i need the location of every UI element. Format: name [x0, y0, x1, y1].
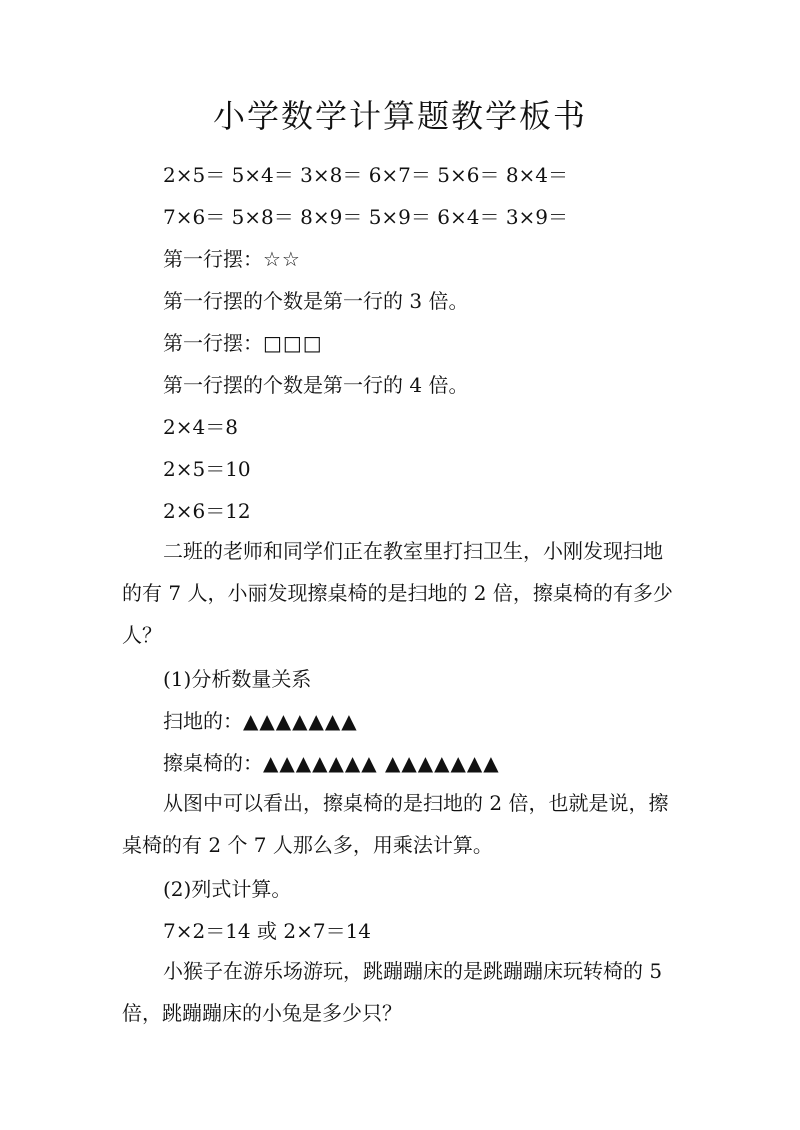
wipe-label: 擦桌椅的： [163, 751, 263, 775]
times-three-text: 第一行摆的个数是第一行的 3 倍。 [163, 289, 469, 313]
word-problem-1: 二班的老师和同学们正在教室里打扫卫生，小刚发现扫地的有 7 人，小丽发现擦桌椅的是扫地的 2 倍，擦桌椅的有多少人？ [122, 539, 673, 647]
equation-a: 2×4＝8 [163, 415, 238, 439]
triangle-shapes-sweep: ▲▲▲▲▲▲▲ [243, 709, 358, 733]
answer-equation: 7×2＝14 或 2×7＝14 [163, 919, 372, 943]
star-shapes: ☆☆ [263, 247, 301, 271]
wipe-row [163, 749, 500, 777]
step-2-heading: (2)列式计算。 [163, 877, 292, 901]
equation-row-1: 2×5＝ 5×4＝ 3×8＝ 6×7＝ 5×6＝ 8×4＝ [163, 163, 569, 187]
explanation-text: 从图中可以看出，擦桌椅的是扫地的 2 倍，也就是说，擦桌椅的有 2 个 7 人那么多，用乘法计算。 [122, 791, 669, 857]
triangle-shapes-wipe: ▲▲▲▲▲▲▲ ▲▲▲▲▲▲▲ [263, 751, 500, 775]
word-problem-2: 小猴子在游乐场游玩，跳蹦蹦床的是跳蹦蹦床玩转椅的 5 倍，跳蹦蹦床的小兔是多少只？ [122, 959, 663, 1025]
sweep-row [163, 707, 358, 735]
sweep-label: 扫地的： [163, 709, 243, 733]
row-stars-label: 第一行摆： [163, 247, 263, 271]
step-1-heading: (1)分析数量关系 [163, 667, 312, 691]
times-four-text: 第一行摆的个数是第一行的 4 倍。 [163, 373, 469, 397]
equation-row-2: 7×6＝ 5×8＝ 8×9＝ 5×9＝ 6×4＝ 3×9＝ [163, 205, 569, 229]
row-boxes [163, 329, 323, 357]
row-stars [163, 245, 301, 273]
equation-c: 2×6＝12 [163, 499, 251, 523]
row-boxes-label: 第一行摆： [163, 331, 263, 355]
page-title: 小学数学计算题教学板书 [212, 97, 587, 135]
equation-b: 2×5＝10 [163, 457, 251, 481]
box-shapes: □□□ [263, 331, 323, 355]
